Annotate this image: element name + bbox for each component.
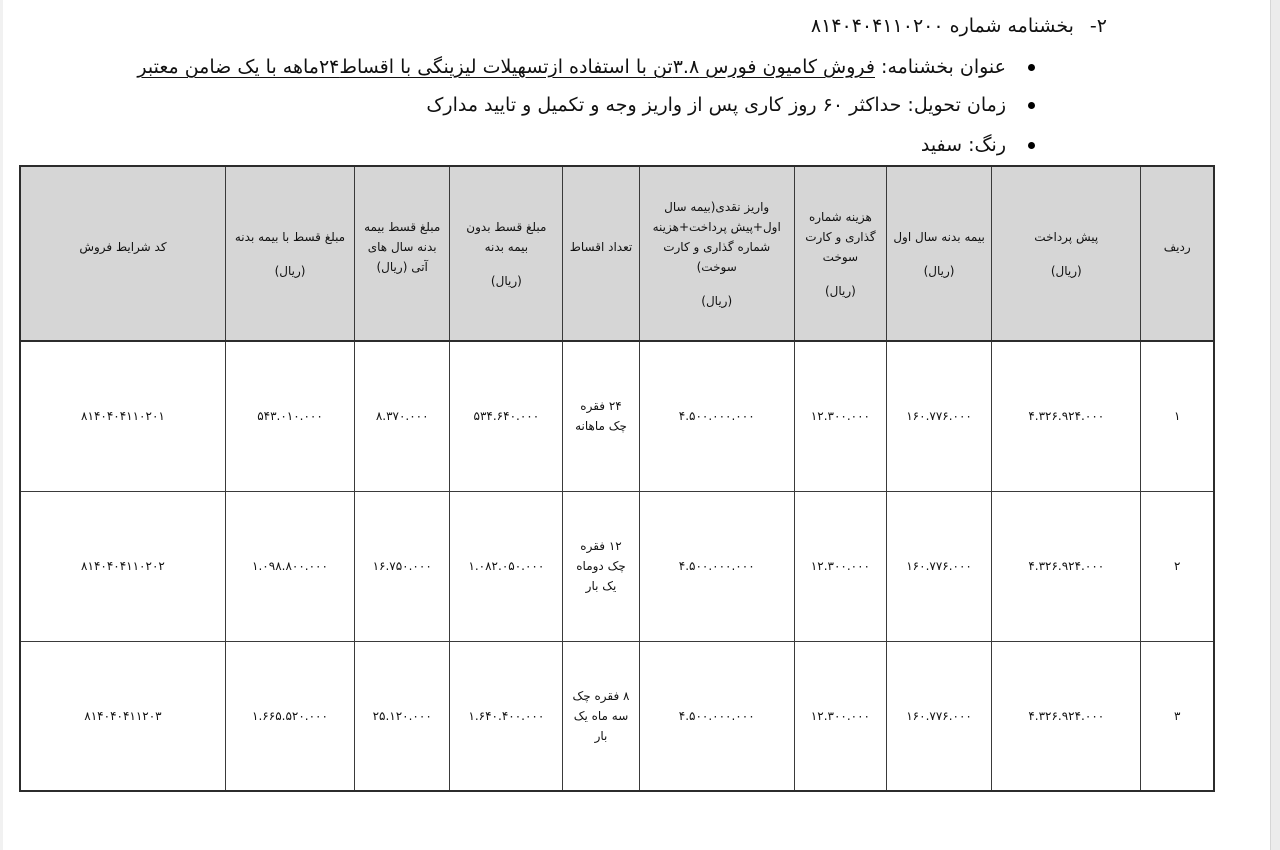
cell-plate-fuel-card: ۱۲.۳۰۰.۰۰۰ xyxy=(794,341,886,491)
bullet-dot-icon xyxy=(1028,142,1035,149)
cell-prepayment: ۴.۳۲۶.۹۲۴.۰۰۰ xyxy=(992,641,1141,791)
cell-sale-code: ۸۱۴۰۴۰۴۱۱۰۲۰۱ xyxy=(20,341,225,491)
bullet-color xyxy=(921,131,1035,159)
header-cell-installment-no-insurance: مبلغ قسط بدون بیمه بدنه (ریال) xyxy=(450,166,563,341)
cell-plate-fuel-card: ۱۲.۳۰۰.۰۰۰ xyxy=(794,491,886,641)
cell-installment-future-insurance: ۲۵.۱۲۰.۰۰۰ xyxy=(355,641,450,791)
title-value: فروش کامیون فورس ۳.۸تن با استفاده ازتسهیلات لیزینگی با اقساط۲۴ماهه با یک ضامن معتبر xyxy=(137,56,875,78)
bullet-dot-icon xyxy=(1028,102,1035,109)
cell-installments: ۸ فقره چک سه ماه یک بار xyxy=(563,641,639,791)
delivery-text: زمان تحویل: حداکثر ۶۰ روز کاری پس از واریز وجه و تکمیل و تایید مدارک xyxy=(426,94,1006,116)
header-cell-prepayment: پیش پرداخت (ریال) xyxy=(992,166,1141,341)
sales-conditions-table-wrapper xyxy=(19,165,1215,792)
cell-insurance-first-year: ۱۶۰.۷۷۶.۰۰۰ xyxy=(886,341,991,491)
circular-heading xyxy=(811,12,1107,40)
cell-cash-deposit: ۴.۵۰۰.۰۰۰.۰۰۰ xyxy=(639,491,794,641)
cell-installments: ۲۴ فقره چک ماهانه xyxy=(563,341,639,491)
cell-cash-deposit: ۴.۵۰۰.۰۰۰.۰۰۰ xyxy=(639,641,794,791)
sales-conditions-table xyxy=(19,165,1215,792)
heading-text: بخشنامه شماره ۸۱۴۰۴۰۴۱۱۰۲۰۰ xyxy=(810,15,1074,37)
cell-installment-future-insurance: ۱۶.۷۵۰.۰۰۰ xyxy=(355,491,450,641)
cell-sale-code: ۸۱۴۰۴۰۴۱۱۰۲۰۲ xyxy=(20,491,225,641)
cell-insurance-first-year: ۱۶۰.۷۷۶.۰۰۰ xyxy=(886,641,991,791)
cell-insurance-first-year: ۱۶۰.۷۷۶.۰۰۰ xyxy=(886,491,991,641)
cell-row-number: ۱ xyxy=(1141,341,1214,491)
cell-installment-no-insurance: ۱.۰۸۲.۰۵۰.۰۰۰ xyxy=(450,491,563,641)
bullet-title xyxy=(137,53,1035,81)
page-edge-right xyxy=(1270,0,1280,850)
bullet-dot-icon xyxy=(1028,64,1035,71)
cell-installment-with-insurance: ۱.۶۶۵.۵۲۰.۰۰۰ xyxy=(225,641,354,791)
cell-prepayment: ۴.۳۲۶.۹۲۴.۰۰۰ xyxy=(992,341,1141,491)
heading-number: ۲- xyxy=(1089,15,1107,37)
table-row xyxy=(20,341,1214,491)
cell-installment-with-insurance: ۱.۰۹۸.۸۰۰.۰۰۰ xyxy=(225,491,354,641)
cell-prepayment: ۴.۳۲۶.۹۲۴.۰۰۰ xyxy=(992,491,1141,641)
color-text: رنگ: سفید xyxy=(920,134,1006,156)
cell-installment-with-insurance: ۵۴۳.۰۱۰.۰۰۰ xyxy=(225,341,354,491)
table-header-row xyxy=(20,166,1214,341)
table-row xyxy=(20,641,1214,791)
header-cell-row-number: ردیف xyxy=(1141,166,1214,341)
header-cell-installment-future-insurance: مبلغ قسط بیمه بدنه سال های آتی (ریال) xyxy=(355,166,450,341)
cell-installment-no-insurance: ۱.۶۴۰.۴۰۰.۰۰۰ xyxy=(450,641,563,791)
header-cell-plate-fuel-card: هزینه شماره گذاری و کارت سوخت (ریال) xyxy=(794,166,886,341)
cell-installment-no-insurance: ۵۳۴.۶۴۰.۰۰۰ xyxy=(450,341,563,491)
header-cell-installment-with-insurance: مبلغ قسط با بیمه بدنه (ریال) xyxy=(225,166,354,341)
cell-cash-deposit: ۴.۵۰۰.۰۰۰.۰۰۰ xyxy=(639,341,794,491)
header-cell-installments: تعداد اقساط xyxy=(563,166,639,341)
cell-plate-fuel-card: ۱۲.۳۰۰.۰۰۰ xyxy=(794,641,886,791)
cell-sale-code: ۸۱۴۰۴۰۴۱۱۲۰۳ xyxy=(20,641,225,791)
bullet-delivery xyxy=(426,91,1035,119)
page-edge-left xyxy=(0,0,3,850)
document-header xyxy=(20,0,1215,165)
cell-row-number: ۳ xyxy=(1141,641,1214,791)
cell-row-number: ۲ xyxy=(1141,491,1214,641)
table-row xyxy=(20,491,1214,641)
cell-installment-future-insurance: ۸.۳۷۰.۰۰۰ xyxy=(355,341,450,491)
cell-installments: ۱۲ فقره چک دوماه یک بار xyxy=(563,491,639,641)
header-cell-insurance-first-year: بیمه بدنه سال اول (ریال) xyxy=(886,166,991,341)
header-cell-sale-code: کد شرایط فروش xyxy=(20,166,225,341)
title-label: عنوان بخشنامه: xyxy=(881,56,1006,78)
header-cell-cash-deposit: واریز نقدی(بیمه سال اول+پیش پرداخت+هزینه شماره گذاری و کارت سوخت) (ریال) xyxy=(639,166,794,341)
